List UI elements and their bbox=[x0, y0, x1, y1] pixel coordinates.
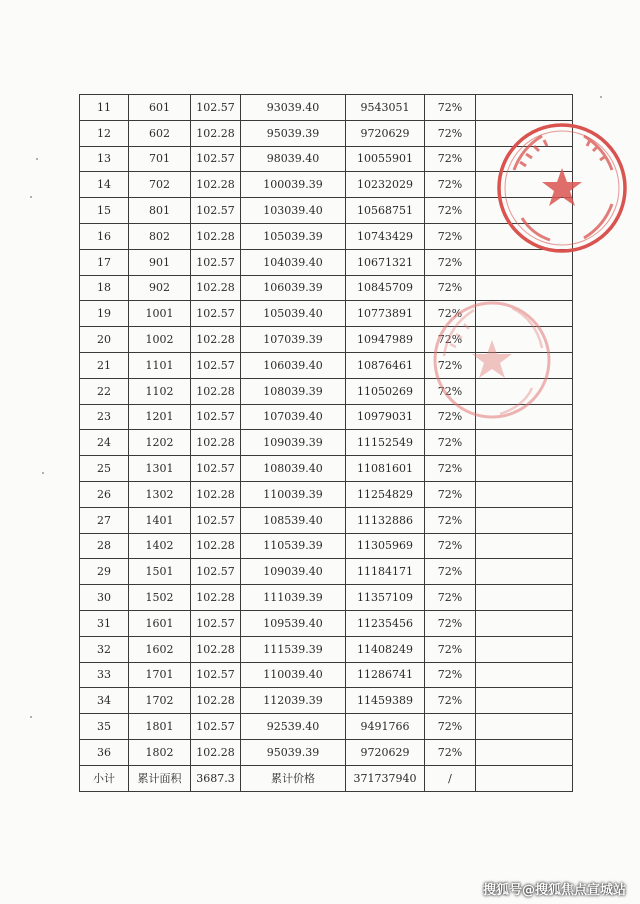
row-pct: 72% bbox=[425, 198, 476, 224]
row-pct: 72% bbox=[425, 378, 476, 404]
row-area: 102.57 bbox=[191, 249, 241, 275]
row-pct: 72% bbox=[425, 507, 476, 533]
summary-pct: / bbox=[425, 765, 476, 791]
row-seq: 36 bbox=[80, 739, 129, 765]
row-room: 1701 bbox=[129, 662, 191, 688]
scan-speck bbox=[30, 716, 32, 718]
scan-speck bbox=[36, 158, 38, 160]
row-unit-price: 108539.40 bbox=[241, 507, 346, 533]
row-seq: 22 bbox=[80, 378, 129, 404]
row-note-cell bbox=[476, 95, 573, 121]
table-row bbox=[80, 275, 573, 301]
row-note-cell bbox=[476, 352, 573, 378]
row-pct: 72% bbox=[425, 456, 476, 482]
row-area: 102.28 bbox=[191, 636, 241, 662]
row-seq: 20 bbox=[80, 327, 129, 353]
row-seq: 30 bbox=[80, 585, 129, 611]
row-note-cell bbox=[476, 585, 573, 611]
row-area: 102.57 bbox=[191, 714, 241, 740]
row-unit-price: 105039.39 bbox=[241, 223, 346, 249]
row-room: 1801 bbox=[129, 714, 191, 740]
table-row bbox=[80, 120, 573, 146]
row-total-price: 11286741 bbox=[346, 662, 425, 688]
row-pct: 72% bbox=[425, 533, 476, 559]
row-pct: 72% bbox=[425, 249, 476, 275]
row-room: 1202 bbox=[129, 430, 191, 456]
row-unit-price: 108039.39 bbox=[241, 378, 346, 404]
row-total-price: 11254829 bbox=[346, 481, 425, 507]
row-room: 901 bbox=[129, 249, 191, 275]
row-unit-price: 109039.40 bbox=[241, 559, 346, 585]
table-row bbox=[80, 456, 573, 482]
summary-area-label: 累计面积 bbox=[129, 765, 191, 791]
row-area: 102.57 bbox=[191, 610, 241, 636]
row-unit-price: 109039.39 bbox=[241, 430, 346, 456]
table-row bbox=[80, 172, 573, 198]
row-room: 1302 bbox=[129, 481, 191, 507]
table-row bbox=[80, 714, 573, 740]
row-seq: 14 bbox=[80, 172, 129, 198]
row-room: 1201 bbox=[129, 404, 191, 430]
row-unit-price: 107039.39 bbox=[241, 327, 346, 353]
row-total-price: 11132886 bbox=[346, 507, 425, 533]
row-note-cell bbox=[476, 714, 573, 740]
row-seq: 32 bbox=[80, 636, 129, 662]
row-unit-price: 109539.40 bbox=[241, 610, 346, 636]
row-area: 102.57 bbox=[191, 146, 241, 172]
table-row bbox=[80, 481, 573, 507]
row-area: 102.28 bbox=[191, 585, 241, 611]
row-area: 102.28 bbox=[191, 739, 241, 765]
row-note-cell bbox=[476, 533, 573, 559]
row-pct: 72% bbox=[425, 223, 476, 249]
table-row bbox=[80, 249, 573, 275]
row-unit-price: 110039.39 bbox=[241, 481, 346, 507]
row-pct: 72% bbox=[425, 172, 476, 198]
row-room: 1001 bbox=[129, 301, 191, 327]
row-area: 102.28 bbox=[191, 481, 241, 507]
row-room: 802 bbox=[129, 223, 191, 249]
table-row bbox=[80, 404, 573, 430]
row-pct: 72% bbox=[425, 481, 476, 507]
row-seq: 33 bbox=[80, 662, 129, 688]
row-note-cell bbox=[476, 559, 573, 585]
row-unit-price: 110539.39 bbox=[241, 533, 346, 559]
row-pct: 72% bbox=[425, 688, 476, 714]
row-total-price: 9491766 bbox=[346, 714, 425, 740]
row-pct: 72% bbox=[425, 610, 476, 636]
row-room: 602 bbox=[129, 120, 191, 146]
row-area: 102.28 bbox=[191, 172, 241, 198]
row-unit-price: 107039.40 bbox=[241, 404, 346, 430]
row-seq: 16 bbox=[80, 223, 129, 249]
row-room: 1602 bbox=[129, 636, 191, 662]
row-seq: 29 bbox=[80, 559, 129, 585]
row-area: 102.57 bbox=[191, 352, 241, 378]
row-note-cell bbox=[476, 739, 573, 765]
table-row bbox=[80, 688, 573, 714]
row-pct: 72% bbox=[425, 301, 476, 327]
row-seq: 13 bbox=[80, 146, 129, 172]
row-unit-price: 93039.40 bbox=[241, 95, 346, 121]
row-unit-price: 100039.39 bbox=[241, 172, 346, 198]
row-unit-price: 105039.40 bbox=[241, 301, 346, 327]
row-pct: 72% bbox=[425, 146, 476, 172]
row-note-cell bbox=[476, 120, 573, 146]
row-area: 102.28 bbox=[191, 688, 241, 714]
row-area: 102.28 bbox=[191, 430, 241, 456]
row-note-cell bbox=[476, 507, 573, 533]
row-seq: 12 bbox=[80, 120, 129, 146]
table-row bbox=[80, 507, 573, 533]
row-pct: 72% bbox=[425, 352, 476, 378]
row-room: 1501 bbox=[129, 559, 191, 585]
row-note-cell bbox=[476, 275, 573, 301]
row-unit-price: 104039.40 bbox=[241, 249, 346, 275]
row-seq: 11 bbox=[80, 95, 129, 121]
row-area: 102.28 bbox=[191, 223, 241, 249]
row-pct: 72% bbox=[425, 95, 476, 121]
row-room: 1101 bbox=[129, 352, 191, 378]
row-note-cell bbox=[476, 146, 573, 172]
row-note-cell bbox=[476, 223, 573, 249]
price-table-body bbox=[80, 95, 573, 766]
row-pct: 72% bbox=[425, 120, 476, 146]
table-row bbox=[80, 198, 573, 224]
row-room: 801 bbox=[129, 198, 191, 224]
table-row bbox=[80, 533, 573, 559]
row-pct: 72% bbox=[425, 559, 476, 585]
row-room: 1802 bbox=[129, 739, 191, 765]
row-pct: 72% bbox=[425, 739, 476, 765]
row-seq: 21 bbox=[80, 352, 129, 378]
row-total-price: 10055901 bbox=[346, 146, 425, 172]
table-row bbox=[80, 559, 573, 585]
table-row bbox=[80, 95, 573, 121]
row-seq: 15 bbox=[80, 198, 129, 224]
row-note-cell bbox=[476, 662, 573, 688]
row-total-price: 11357109 bbox=[346, 585, 425, 611]
row-room: 1502 bbox=[129, 585, 191, 611]
row-total-price: 10232029 bbox=[346, 172, 425, 198]
table-row bbox=[80, 223, 573, 249]
row-room: 902 bbox=[129, 275, 191, 301]
row-unit-price: 112039.39 bbox=[241, 688, 346, 714]
row-total-price: 11459389 bbox=[346, 688, 425, 714]
row-total-price: 10845709 bbox=[346, 275, 425, 301]
row-seq: 26 bbox=[80, 481, 129, 507]
row-total-price: 9543051 bbox=[346, 95, 425, 121]
row-unit-price: 106039.40 bbox=[241, 352, 346, 378]
row-seq: 18 bbox=[80, 275, 129, 301]
row-note-cell bbox=[476, 404, 573, 430]
row-room: 601 bbox=[129, 95, 191, 121]
row-total-price: 10671321 bbox=[346, 249, 425, 275]
row-unit-price: 108039.40 bbox=[241, 456, 346, 482]
summary-price-total: 371737940 bbox=[346, 765, 425, 791]
row-seq: 28 bbox=[80, 533, 129, 559]
table-row bbox=[80, 610, 573, 636]
row-room: 1401 bbox=[129, 507, 191, 533]
row-total-price: 11081601 bbox=[346, 456, 425, 482]
row-pct: 72% bbox=[425, 662, 476, 688]
row-area: 102.28 bbox=[191, 275, 241, 301]
row-note-cell bbox=[476, 249, 573, 275]
summary-note-cell bbox=[476, 765, 573, 791]
row-total-price: 11152549 bbox=[346, 430, 425, 456]
row-seq: 34 bbox=[80, 688, 129, 714]
row-area: 102.57 bbox=[191, 559, 241, 585]
price-table bbox=[79, 94, 573, 792]
row-pct: 72% bbox=[425, 327, 476, 353]
table-row bbox=[80, 146, 573, 172]
row-note-cell bbox=[476, 636, 573, 662]
row-total-price: 11305969 bbox=[346, 533, 425, 559]
scan-speck bbox=[42, 472, 44, 474]
row-area: 102.57 bbox=[191, 301, 241, 327]
row-seq: 19 bbox=[80, 301, 129, 327]
row-room: 702 bbox=[129, 172, 191, 198]
row-room: 1102 bbox=[129, 378, 191, 404]
row-note-cell bbox=[476, 430, 573, 456]
row-unit-price: 92539.40 bbox=[241, 714, 346, 740]
scan-speck bbox=[30, 196, 32, 198]
row-room: 1402 bbox=[129, 533, 191, 559]
summary-row bbox=[80, 765, 573, 791]
row-note-cell bbox=[476, 456, 573, 482]
table-row bbox=[80, 636, 573, 662]
row-total-price: 11408249 bbox=[346, 636, 425, 662]
row-pct: 72% bbox=[425, 430, 476, 456]
row-seq: 27 bbox=[80, 507, 129, 533]
row-unit-price: 95039.39 bbox=[241, 120, 346, 146]
row-unit-price: 103039.40 bbox=[241, 198, 346, 224]
row-pct: 72% bbox=[425, 275, 476, 301]
row-pct: 72% bbox=[425, 636, 476, 662]
table-row bbox=[80, 301, 573, 327]
row-note-cell bbox=[476, 481, 573, 507]
table-row bbox=[80, 327, 573, 353]
row-pct: 72% bbox=[425, 404, 476, 430]
row-total-price: 10979031 bbox=[346, 404, 425, 430]
row-total-price: 10947989 bbox=[346, 327, 425, 353]
row-total-price: 11184171 bbox=[346, 559, 425, 585]
row-area: 102.57 bbox=[191, 404, 241, 430]
row-area: 102.57 bbox=[191, 662, 241, 688]
row-total-price: 9720629 bbox=[346, 120, 425, 146]
row-pct: 72% bbox=[425, 585, 476, 611]
table-row bbox=[80, 352, 573, 378]
row-room: 701 bbox=[129, 146, 191, 172]
table-row bbox=[80, 378, 573, 404]
row-area: 102.57 bbox=[191, 507, 241, 533]
row-room: 1002 bbox=[129, 327, 191, 353]
row-seq: 17 bbox=[80, 249, 129, 275]
row-note-cell bbox=[476, 301, 573, 327]
row-unit-price: 110039.40 bbox=[241, 662, 346, 688]
row-unit-price: 111539.39 bbox=[241, 636, 346, 662]
row-total-price: 10876461 bbox=[346, 352, 425, 378]
row-note-cell bbox=[476, 198, 573, 224]
summary-label: 小计 bbox=[80, 765, 129, 791]
table-row bbox=[80, 585, 573, 611]
row-note-cell bbox=[476, 688, 573, 714]
row-note-cell bbox=[476, 172, 573, 198]
row-total-price: 10743429 bbox=[346, 223, 425, 249]
row-room: 1702 bbox=[129, 688, 191, 714]
row-total-price: 11050269 bbox=[346, 378, 425, 404]
row-total-price: 10568751 bbox=[346, 198, 425, 224]
watermark-text: 搜狐号@搜狐焦点宣城站 bbox=[482, 883, 626, 898]
table-row bbox=[80, 662, 573, 688]
row-seq: 23 bbox=[80, 404, 129, 430]
row-total-price: 11235456 bbox=[346, 610, 425, 636]
row-total-price: 9720629 bbox=[346, 739, 425, 765]
row-area: 102.57 bbox=[191, 95, 241, 121]
row-unit-price: 111039.39 bbox=[241, 585, 346, 611]
row-seq: 35 bbox=[80, 714, 129, 740]
row-note-cell bbox=[476, 327, 573, 353]
row-seq: 31 bbox=[80, 610, 129, 636]
row-note-cell bbox=[476, 610, 573, 636]
row-area: 102.28 bbox=[191, 533, 241, 559]
row-area: 102.28 bbox=[191, 327, 241, 353]
row-unit-price: 98039.40 bbox=[241, 146, 346, 172]
table-row bbox=[80, 430, 573, 456]
row-seq: 25 bbox=[80, 456, 129, 482]
scan-speck bbox=[600, 96, 602, 98]
row-unit-price: 106039.39 bbox=[241, 275, 346, 301]
row-unit-price: 95039.39 bbox=[241, 739, 346, 765]
row-total-price: 10773891 bbox=[346, 301, 425, 327]
summary-price-label: 累计价格 bbox=[241, 765, 346, 791]
row-area: 102.28 bbox=[191, 120, 241, 146]
row-note-cell bbox=[476, 378, 573, 404]
row-pct: 72% bbox=[425, 714, 476, 740]
row-room: 1301 bbox=[129, 456, 191, 482]
row-area: 102.57 bbox=[191, 456, 241, 482]
row-area: 102.57 bbox=[191, 198, 241, 224]
row-room: 1601 bbox=[129, 610, 191, 636]
table-row bbox=[80, 739, 573, 765]
summary-area-total: 3687.3 bbox=[191, 765, 241, 791]
row-seq: 24 bbox=[80, 430, 129, 456]
row-area: 102.28 bbox=[191, 378, 241, 404]
